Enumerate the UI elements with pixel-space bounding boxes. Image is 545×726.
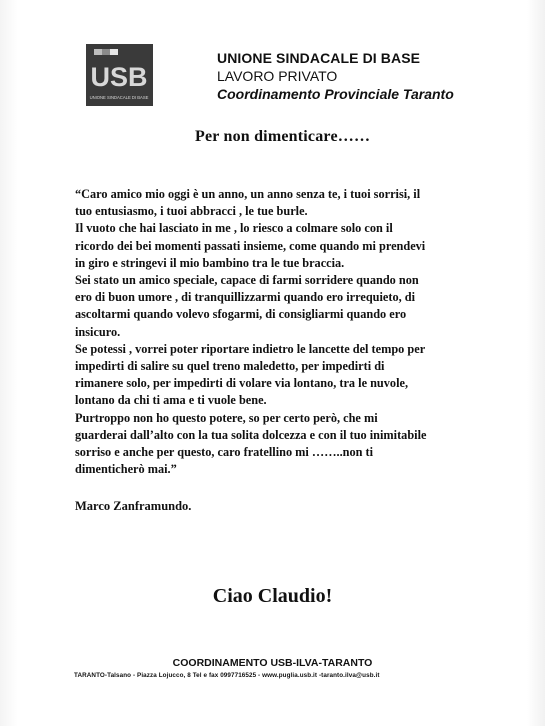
letter-body	[75, 186, 515, 478]
footer-contact: TARANTO-Talsano - Piazza Lojucco, 8 Tel e fax 0997716525 - www.puglia.usb.it -taranto.ilva@usb.it	[74, 672, 380, 679]
footer-title: COORDINAMENTO USB-ILVA-TARANTO	[172, 657, 373, 669]
usb-logo	[86, 44, 153, 106]
letter-line: dimenticherò mai.”	[75, 462, 177, 477]
letter-line: insicuro.	[75, 324, 121, 339]
org-name: UNIONE SINDACALE DI BASE	[217, 50, 421, 66]
letter-line: Se potessi , vorrei poter riportare indietro le lancette del tempo per	[75, 341, 426, 356]
logo-subtext: UNIONE SINDACALE DI BASE	[89, 95, 149, 100]
org-sector: LAVORO PRIVATO	[217, 68, 338, 84]
letter-line: impedirti di salire su quel treno maledetto, per impedirti di	[75, 359, 385, 374]
letter-line: lontano da chi ti ama e ti vuole bene.	[75, 393, 267, 408]
letter-line: Purtroppo non ho questo potere, so per certo però, che mi	[75, 410, 378, 425]
logo-flag-stripe	[110, 49, 118, 55]
letter-line: tuo entusiasmo, i tuoi abbracci , le tue burle.	[75, 204, 308, 219]
org-coordination: Coordinamento Provinciale Taranto	[217, 86, 454, 102]
letter-line: sorriso e anche per questo, caro fratellino mi ……..non ti	[75, 445, 374, 460]
letter-line: ricordo dei bei momenti passati insieme, come quando mi prendevi	[75, 238, 426, 253]
letter-line: rimanere solo, per impedirti di volare via lontano, tra le nuvole,	[75, 376, 409, 391]
logo-flag-stripe	[102, 49, 110, 55]
logo-text: USB	[90, 62, 148, 92]
farewell-heading: Ciao Claudio!	[212, 585, 333, 607]
letter-line: in giro e stringevi il mio bambino tra le tue braccia.	[75, 255, 345, 270]
logo-flag-stripe	[94, 49, 102, 55]
letter-line: ascoltarmi quando volevo sfogarmi, di consigliarmi quando ero	[75, 307, 407, 322]
letter-line: ero di buon umore , di tranquillizzarmi quando ero irrequieto, di	[75, 290, 416, 305]
letter-line: guarderai dall’alto con la tua solita dolcezza e con il tuo inimitabile	[75, 427, 427, 442]
document-title: Per non dimenticare……	[195, 128, 371, 145]
letter-line: “Caro amico mio oggi è un anno, un anno senza te, i tuoi sorrisi, il	[75, 187, 421, 201]
organization-header	[217, 49, 454, 103]
signature: Marco Zanframundo.	[75, 499, 192, 513]
letter-line: Sei stato un amico speciale, capace di farmi sorridere quando non	[75, 273, 419, 288]
letter-line: Il vuoto che hai lasciato in me , lo riesco a colmare solo con il	[75, 221, 393, 236]
